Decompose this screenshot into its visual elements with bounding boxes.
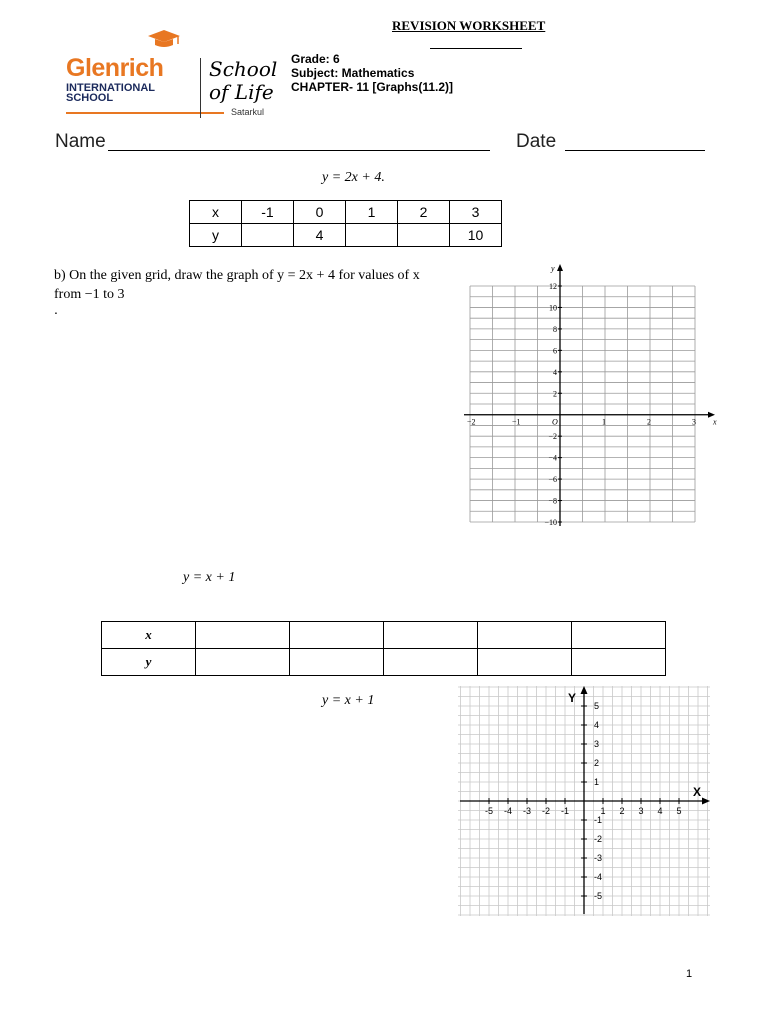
y-tick-label: -4 [594, 872, 603, 882]
table-cell-input[interactable] [290, 649, 384, 676]
table-cell: 0 [294, 201, 346, 224]
x-tick-label: 2 [647, 417, 651, 427]
date-label: Date [516, 131, 557, 152]
x-tick-label: -1 [560, 806, 570, 816]
stray-dot: . [54, 301, 58, 317]
table-cell: 2 [398, 201, 450, 224]
y-tick-label: 1 [594, 777, 600, 787]
x-tick-label: 5 [676, 806, 682, 816]
x-tick-label: -2 [541, 806, 551, 816]
table-cell-input[interactable] [384, 649, 478, 676]
axes [464, 264, 715, 526]
x-axis-arrow-icon [702, 798, 710, 805]
table-cell-input[interactable] [478, 649, 572, 676]
y-tick-label: −10 [544, 518, 557, 527]
y-tick-label: -3 [594, 853, 603, 863]
x-tick-label: -5 [484, 806, 494, 816]
table-cell-input[interactable] [346, 224, 398, 247]
grade-text: Grade: 6 [291, 52, 340, 66]
date-field[interactable] [565, 150, 705, 151]
logo-place: Satarkul [231, 107, 265, 117]
table-header-y: y [190, 224, 242, 247]
equation-1: y = 2x + 4. [322, 170, 385, 185]
value-table-2 [101, 621, 666, 676]
y-tick-label: −8 [548, 496, 557, 506]
title-underline [430, 48, 522, 49]
table-cell-input[interactable] [572, 649, 666, 676]
name-label: Name [55, 131, 106, 152]
y-tick-label: 6 [553, 346, 557, 356]
table-cell-input[interactable] [290, 622, 384, 649]
page-number: 1 [686, 968, 693, 980]
y-tick-label: 3 [594, 739, 600, 749]
table-cell-input[interactable] [398, 224, 450, 247]
table-cell: 4 [294, 224, 346, 247]
table-cell-input[interactable] [478, 622, 572, 649]
y-tick-label: 8 [553, 324, 557, 334]
y-tick-label: -1 [594, 815, 603, 825]
y-tick-label: 4 [553, 367, 557, 377]
table-cell-input[interactable] [242, 224, 294, 247]
worksheet-title: REVISION WORKSHEET [392, 18, 546, 33]
chapter-text: CHAPTER- 11 [Graphs(11.2)] [291, 80, 454, 94]
x-tick-label: −2 [467, 417, 476, 427]
x-axis-label: x [713, 417, 717, 427]
y-tick-label: 2 [553, 389, 557, 399]
logo-tagline-1: School [209, 57, 278, 81]
y-tick-label: −6 [548, 475, 557, 485]
logo-subtitle-2: SCHOOL [66, 92, 114, 104]
coordinate-grid-1[interactable] [458, 258, 723, 533]
table-cell-input[interactable] [384, 622, 478, 649]
x-tick-label: 4 [657, 806, 663, 816]
table-header-y: y [102, 649, 196, 676]
y-tick-label: −4 [548, 453, 557, 463]
table-row-x [102, 622, 666, 649]
y-tick-label: 2 [594, 758, 600, 768]
table-row-y [190, 224, 502, 247]
logo-tagline-2: of Life [209, 80, 274, 104]
table-cell: 1 [346, 201, 398, 224]
y-tick-label: -5 [594, 891, 603, 901]
table-row-x [190, 201, 502, 224]
y-tick-label: −2 [548, 432, 557, 442]
y-axis-arrow-icon [557, 264, 563, 271]
y-tick-label: 5 [594, 701, 600, 711]
x-axis-label: X [693, 785, 702, 799]
y-tick-label: 12 [549, 282, 557, 291]
x-tick-label: -4 [503, 806, 513, 816]
graduation-cap-icon [144, 28, 184, 50]
x-tick-label: −1 [512, 417, 521, 427]
table-cell: 3 [450, 201, 502, 224]
table-cell: 10 [450, 224, 502, 247]
logo-name: Glenrich [66, 54, 164, 82]
logo-subtitle-1: INTERNATIONAL [66, 82, 156, 94]
y-tick-label: 10 [549, 303, 557, 313]
table-cell-input[interactable] [196, 649, 290, 676]
table-cell-input[interactable] [572, 622, 666, 649]
table-row-y [102, 649, 666, 676]
value-table-1 [189, 200, 502, 247]
x-tick-label: 3 [638, 806, 644, 816]
x-tick-label: 1 [602, 417, 606, 427]
x-tick-label: -3 [522, 806, 532, 816]
name-field[interactable] [108, 150, 490, 151]
x-tick-label: 3 [692, 417, 696, 427]
y-axis-label: Y [568, 691, 577, 705]
y-tick-label: -2 [594, 834, 603, 844]
table-header-x: x [190, 201, 242, 224]
x-tick-label: 2 [619, 806, 625, 816]
equation-3: y = x + 1 [322, 693, 375, 708]
y-tick-label: 4 [594, 720, 600, 730]
part-b-instruction: b) On the given grid, draw the graph of y = 2x + 4 for values of x from −1 to 3 [54, 268, 420, 302]
subject-text: Subject: Mathematics [291, 66, 415, 80]
school-logo [66, 28, 286, 120]
grid-lines [470, 286, 695, 522]
x-tick-label: 1 [600, 806, 606, 816]
logo-divider [200, 58, 201, 118]
y-axis-label: y [551, 264, 555, 273]
table-cell-input[interactable] [196, 622, 290, 649]
equation-2: y = x + 1 [183, 570, 236, 585]
axis-labels [467, 264, 717, 527]
origin-label: O [552, 417, 558, 427]
axes [460, 686, 710, 914]
coordinate-grid-2[interactable] [456, 684, 712, 918]
table-cell: -1 [242, 201, 294, 224]
table-header-x: x [102, 622, 196, 649]
